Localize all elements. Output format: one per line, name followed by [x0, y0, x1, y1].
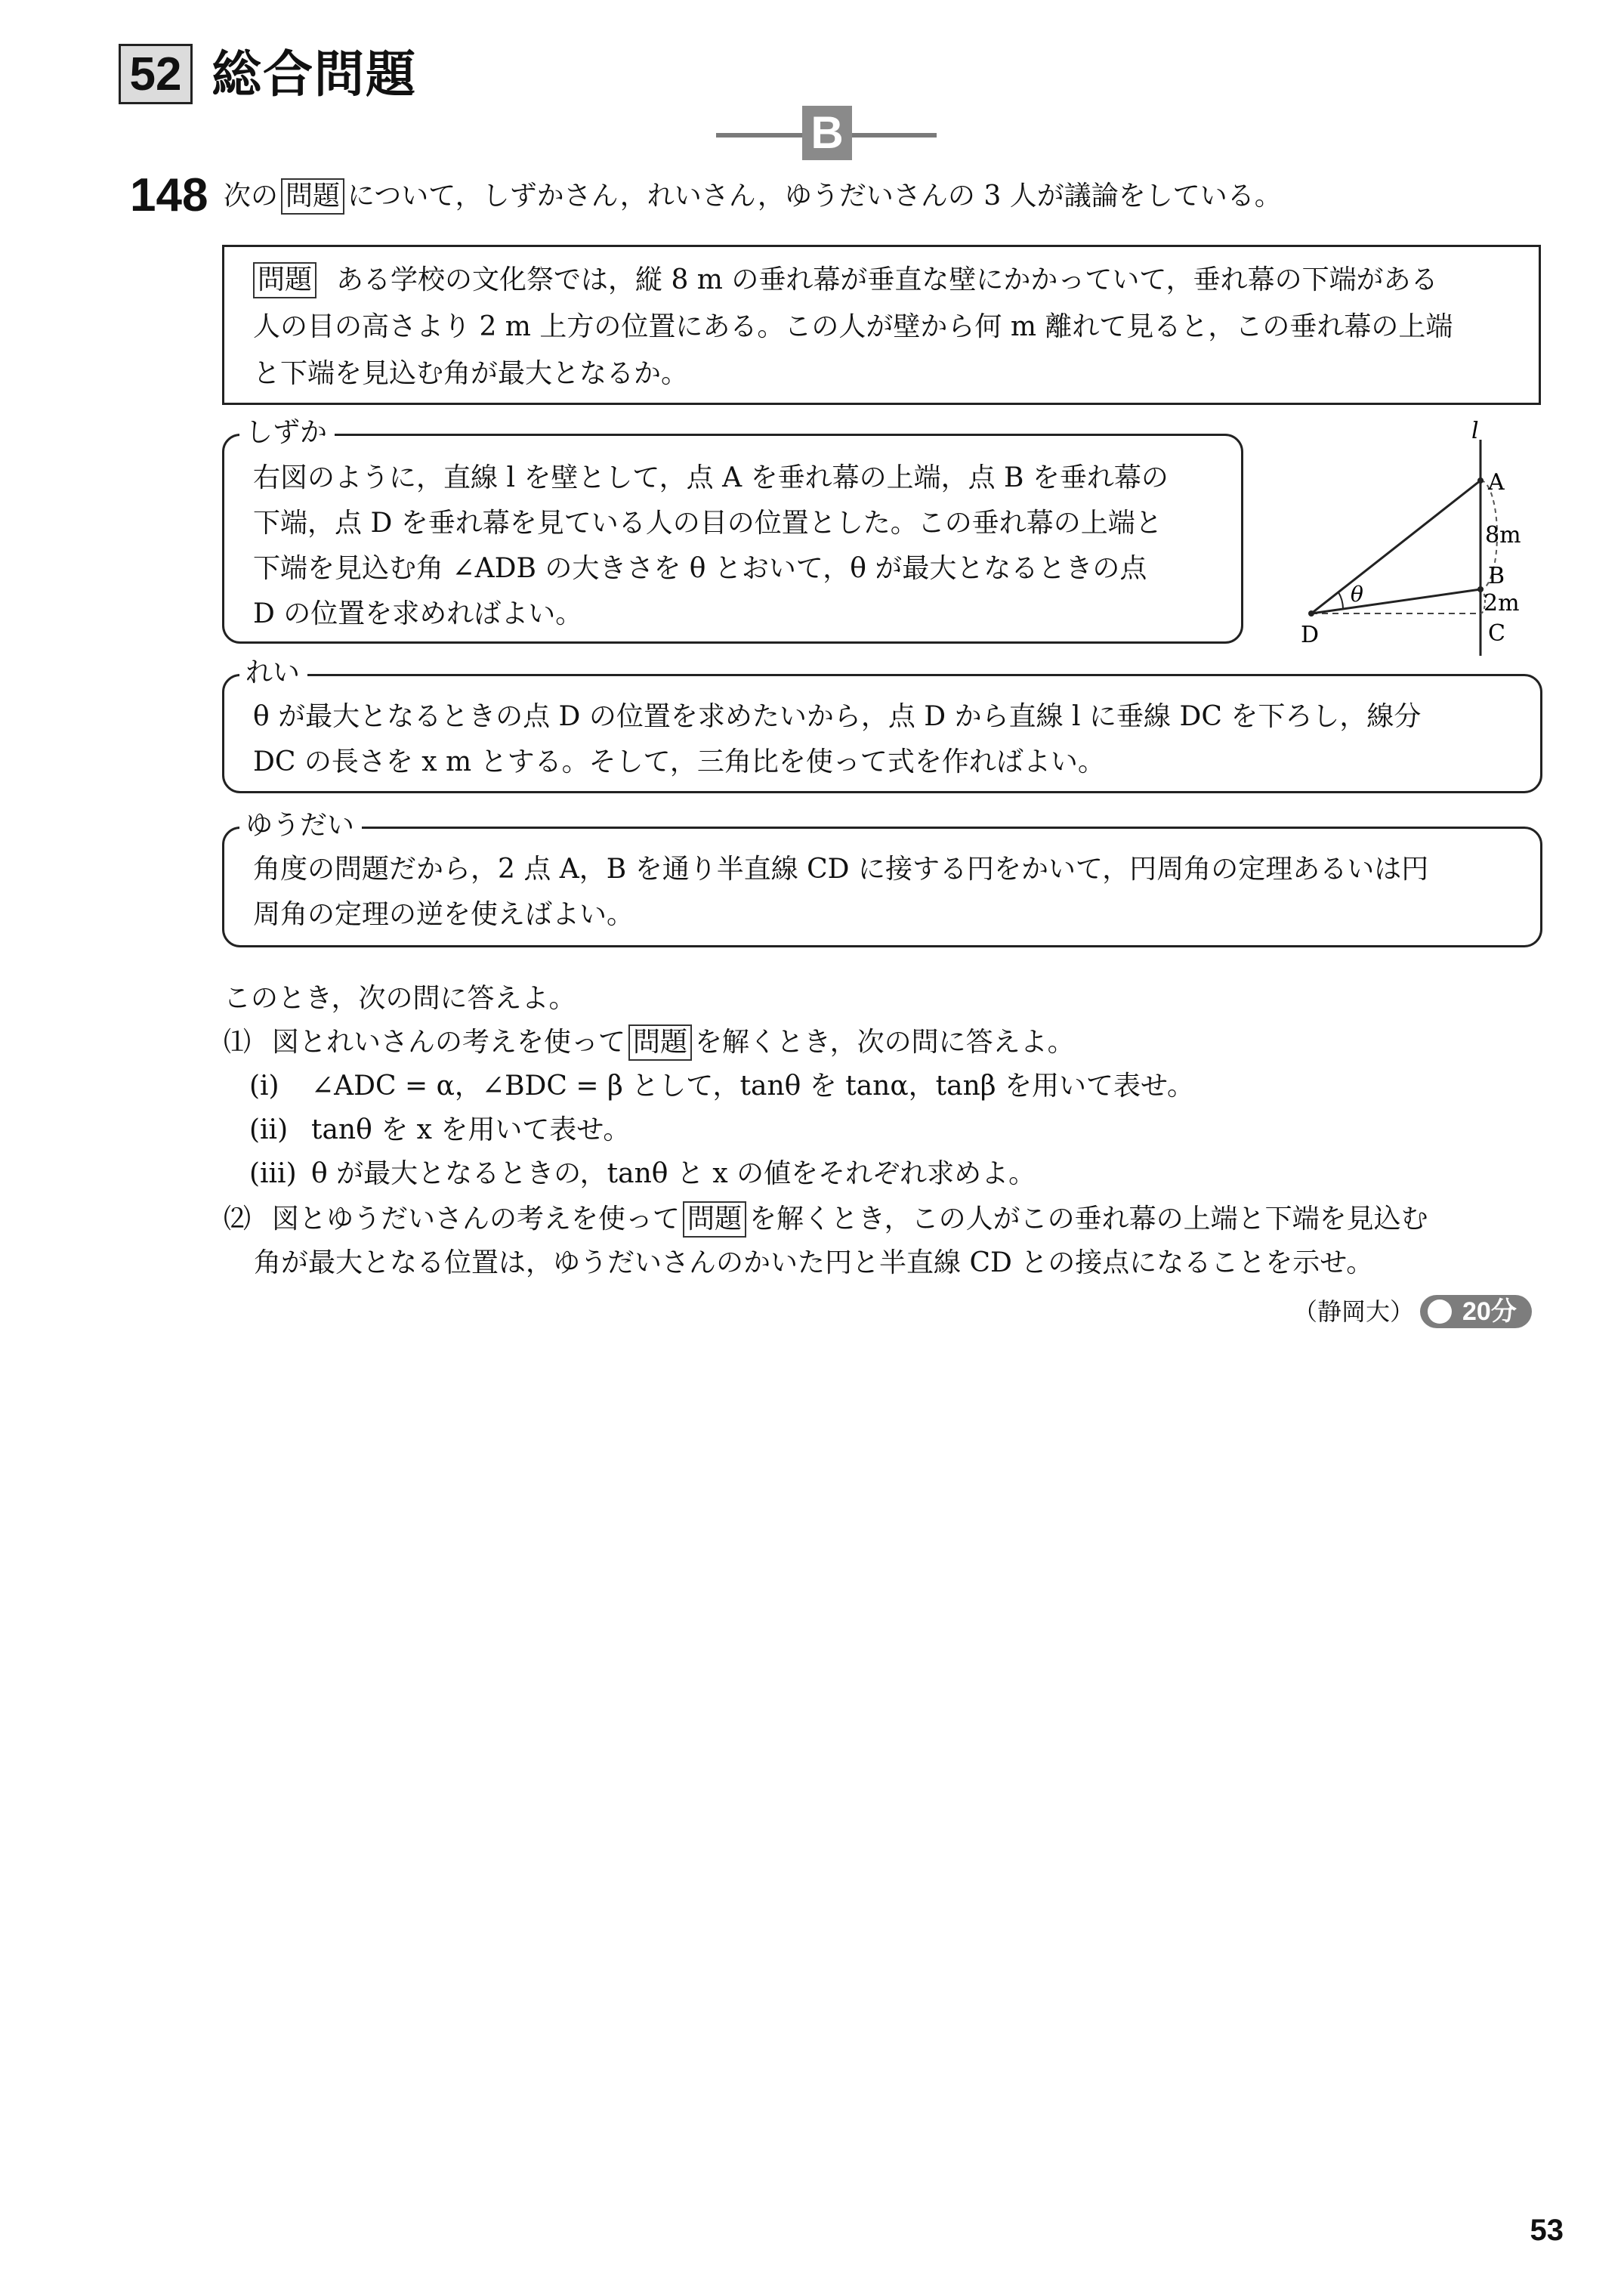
problem-line-2: 人の目の高さより 2 m 上方の位置にある。この人が壁から何 m 離れて見ると，この垂れ幕の上端	[253, 311, 1453, 342]
label-c: C	[1488, 620, 1505, 647]
questions-lead: このとき，次の問に答えよ。	[224, 983, 576, 1014]
shizuka-label: しずか	[239, 416, 335, 450]
shizuka-line-4: D の位置を求めればよい。	[253, 598, 583, 629]
q1-problem-tag: 問題	[628, 1024, 692, 1061]
problem-line-1: 問題 ある学校の文化祭では，縦 8 m の垂れ幕が垂直な壁にかかっていて，垂れ幕の下端がある	[253, 258, 1438, 303]
level-badge: B	[802, 106, 852, 160]
q1-i: (ⅰ) ∠ADC = α，∠BDC = β として，tanθ を tanα，tanβ を用いて表せ。	[249, 1064, 1194, 1109]
problem-box	[222, 245, 1541, 405]
shizuka-line-2: 下端，点 D を垂れ幕を見ている人の目の位置とした。この垂れ幕の上端と	[253, 508, 1162, 539]
yudai-box	[222, 810, 1542, 947]
time-label: 20分	[1462, 1297, 1517, 1326]
page-number: 53	[1530, 2214, 1564, 2247]
yudai-line-2: 周角の定理の逆を使えばよい。	[253, 899, 634, 930]
label-8m: 8m	[1485, 522, 1521, 549]
intro-lead: 次の	[224, 181, 279, 212]
yudai-line-1: 角度の問題だから，2 点 A，B を通り半直線 CD に接する円をかいて，円周角の定理あるいは円	[253, 854, 1429, 885]
intro-text	[224, 174, 1282, 219]
label-d: D	[1301, 622, 1320, 648]
q1-iii: (ⅲ) θ が最大となるときの，tanθ と x の値をそれぞれ求めよ。	[249, 1151, 1036, 1197]
label-b: B	[1488, 563, 1505, 589]
rei-line-2: DC の長さを x m とする。そして，三角比を使って式を作ればよい。	[253, 746, 1105, 777]
rei-box	[222, 657, 1542, 793]
q1-i-number: (ⅰ)	[249, 1071, 279, 1102]
q2-line-2: 角が最大となる位置は，ゆうだいさんのかいた円と半直線 CD との接点になることを示せ。	[254, 1247, 1374, 1278]
section-title: 総合問題	[211, 46, 417, 102]
label-2m: 2m	[1484, 590, 1520, 617]
q1: ⑴ 図とれいさんの考えを使って 問題 を解くとき，次の問に答えよ。	[224, 1020, 1075, 1065]
label-a: A	[1488, 469, 1505, 496]
time-badge	[1420, 1295, 1532, 1328]
q1-number: ⑴	[224, 1027, 252, 1058]
problem-tag: 問題	[281, 178, 344, 215]
clock-icon	[1428, 1299, 1452, 1324]
q1-iii-number: (ⅲ)	[249, 1158, 297, 1189]
rei-label: れい	[239, 657, 307, 690]
problem-line-3: と下端を見込む角が最大となるか。	[253, 358, 689, 389]
angle-arc	[1338, 592, 1343, 608]
point-b	[1477, 586, 1484, 592]
problem-box-tag: 問題	[253, 262, 316, 298]
shizuka-line-3: 下端を見込む角 ∠ADB の大きさを θ とおいて，θ が最大となるときの点	[253, 553, 1147, 584]
shizuka-line-1: 右図のように，直線 l を壁として，点 A を垂れ幕の上端，点 B を垂れ幕の	[253, 462, 1169, 493]
point-d	[1308, 610, 1314, 617]
question-number: 148	[130, 169, 208, 221]
q2: ⑵ 図とゆうだいさんの考えを使って 問題 を解くとき，この人がこの垂れ幕の上端と下端を見込む	[224, 1197, 1428, 1242]
level-divider-right	[852, 133, 937, 138]
source: （静岡大）	[1293, 1297, 1415, 1326]
rei-line-1: θ が最大となるときの点 D の位置を求めたいから，点 D から直線 l に垂線 DC を下ろし，線分	[253, 701, 1422, 732]
q1-ii: (ⅱ) tanθ を x を用いて表せ。	[249, 1108, 630, 1153]
wall-figure	[1269, 416, 1556, 657]
q2-problem-tag: 問題	[683, 1201, 746, 1238]
point-a	[1477, 477, 1484, 484]
intro-rest: について，しずかさん，れいさん，ゆうだいさんの 3 人が議論をしている。	[347, 181, 1282, 212]
label-theta: θ	[1351, 582, 1363, 607]
level-divider-left	[716, 133, 802, 138]
q1-ii-number: (ⅱ)	[249, 1114, 289, 1145]
yudai-label: ゆうだい	[239, 809, 362, 842]
shizuka-box	[222, 417, 1243, 644]
section-number: 52	[119, 44, 193, 104]
label-l: l	[1471, 418, 1479, 444]
q2-number: ⑵	[224, 1204, 252, 1235]
